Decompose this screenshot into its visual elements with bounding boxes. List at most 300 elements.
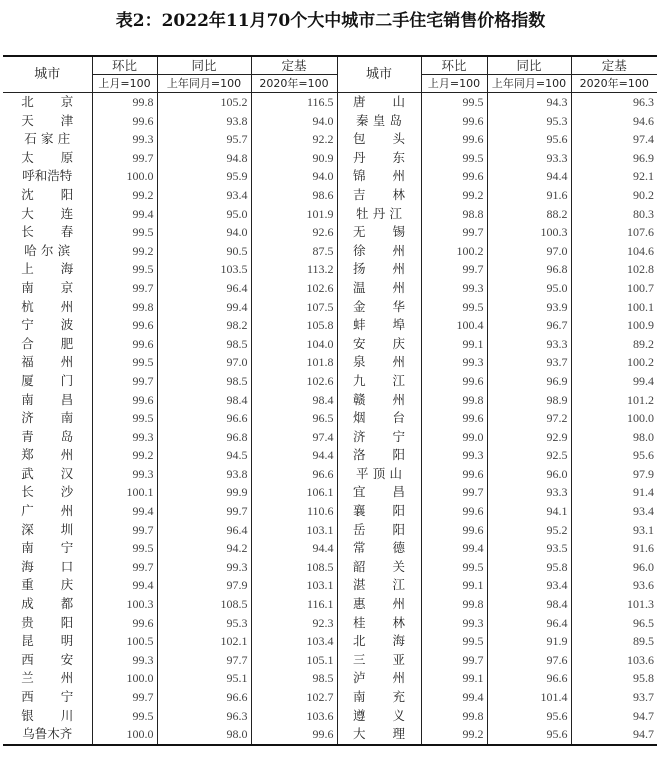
- table-row: [3, 223, 657, 242]
- city-name-left: [3, 335, 92, 354]
- city-label: 金华: [353, 298, 405, 314]
- mom-value-right: 99.8: [421, 595, 487, 614]
- city-label: 徐州: [353, 242, 405, 258]
- mom-value-left: 99.8: [92, 93, 157, 112]
- yoy-value-left: 98.4: [157, 391, 251, 410]
- city-name-right: [337, 521, 421, 540]
- header-mom-base-right: 上月=100: [421, 75, 487, 93]
- mom-value-left: 99.6: [92, 112, 157, 131]
- city-label: 惠州: [353, 596, 405, 612]
- fixed-value-left: 103.4: [251, 632, 337, 651]
- city-name-right: [337, 316, 421, 335]
- yoy-value-left: 98.5: [157, 372, 251, 391]
- city-label: 唐山: [353, 94, 405, 109]
- yoy-value-right: 95.3: [487, 112, 571, 131]
- table-row: [3, 409, 657, 428]
- yoy-value-right: 95.6: [487, 707, 571, 726]
- yoy-value-right: 97.0: [487, 242, 571, 261]
- yoy-value-right: 91.6: [487, 186, 571, 205]
- yoy-value-right: 96.6: [487, 669, 571, 688]
- mom-value-left: 99.3: [92, 651, 157, 670]
- yoy-value-left: 95.3: [157, 614, 251, 633]
- mom-value-right: 99.6: [421, 167, 487, 186]
- city-name-right: [337, 632, 421, 651]
- fixed-value-left: 105.8: [251, 316, 337, 335]
- city-label: 广州: [21, 503, 74, 519]
- mom-value-left: 99.2: [92, 186, 157, 205]
- fixed-value-right: 96.5: [571, 614, 657, 633]
- mom-value-left: 99.6: [92, 335, 157, 354]
- city-name-left: [3, 502, 92, 521]
- fixed-value-left: 94.0: [251, 167, 337, 186]
- yoy-value-right: 94.1: [487, 502, 571, 521]
- mom-value-right: 98.8: [421, 205, 487, 224]
- header-fixed-left: 定基: [251, 56, 337, 75]
- table-row: [3, 669, 657, 688]
- city-name-left: [3, 260, 92, 279]
- city-label: 烟台: [353, 410, 405, 426]
- mom-value-right: 99.1: [421, 335, 487, 354]
- mom-value-left: 100.0: [92, 669, 157, 688]
- city-label: 宜昌: [353, 484, 405, 500]
- city-name-right: [337, 205, 421, 224]
- city-name-right: [337, 93, 421, 112]
- table-row: [3, 614, 657, 633]
- mom-value-right: 99.8: [421, 707, 487, 726]
- city-label: 南京: [21, 279, 74, 295]
- city-label: 扬州: [353, 261, 405, 277]
- yoy-value-right: 96.9: [487, 372, 571, 391]
- city-label: 沈阳: [21, 186, 74, 202]
- fixed-value-right: 89.5: [571, 632, 657, 651]
- mom-value-left: 99.7: [92, 688, 157, 707]
- city-name-left: [3, 298, 92, 317]
- city-name-left: [3, 428, 92, 447]
- city-label: 济南: [21, 410, 74, 426]
- city-label: 常德: [353, 540, 405, 556]
- yoy-value-right: 93.7: [487, 353, 571, 372]
- city-label: 锦州: [353, 168, 405, 184]
- city-name-left: [3, 446, 92, 465]
- city-name-right: [337, 725, 421, 745]
- city-label: 九江: [353, 372, 405, 388]
- city-label: 三亚: [353, 651, 405, 667]
- mom-value-left: 99.3: [92, 428, 157, 447]
- mom-value-left: 99.6: [92, 316, 157, 335]
- yoy-value-left: 96.3: [157, 707, 251, 726]
- city-name-left: [3, 130, 92, 149]
- fixed-value-right: 91.6: [571, 539, 657, 558]
- yoy-value-right: 98.4: [487, 595, 571, 614]
- fixed-value-right: 80.3: [571, 205, 657, 224]
- fixed-value-left: 113.2: [251, 260, 337, 279]
- mom-value-right: 99.3: [421, 446, 487, 465]
- yoy-value-left: 99.3: [157, 558, 251, 577]
- city-label: 南充: [353, 689, 405, 704]
- mom-value-left: 99.5: [92, 260, 157, 279]
- yoy-value-left: 96.4: [157, 521, 251, 540]
- city-label: 包头: [353, 131, 405, 147]
- city-name-right: [337, 260, 421, 279]
- yoy-value-left: 95.9: [157, 167, 251, 186]
- mom-value-right: 99.1: [421, 576, 487, 595]
- city-label: 贵阳: [21, 614, 74, 630]
- yoy-value-left: 98.0: [157, 725, 251, 745]
- table-row: [3, 576, 657, 595]
- header-mom-right: 环比: [421, 56, 487, 75]
- fixed-value-right: 98.0: [571, 428, 657, 447]
- mom-value-right: 100.4: [421, 316, 487, 335]
- fixed-value-left: 116.5: [251, 93, 337, 112]
- mom-value-left: 100.1: [92, 483, 157, 502]
- yoy-value-left: 93.8: [157, 112, 251, 131]
- city-name-left: [3, 353, 92, 372]
- fixed-value-left: 101.8: [251, 353, 337, 372]
- city-name-left: [3, 112, 92, 131]
- city-name-right: [337, 446, 421, 465]
- mom-value-right: 99.1: [421, 669, 487, 688]
- mom-value-right: 99.2: [421, 725, 487, 745]
- fixed-value-right: 92.1: [571, 167, 657, 186]
- mom-value-right: 99.6: [421, 130, 487, 149]
- header-mom-left: 环比: [92, 56, 157, 75]
- table-row: [3, 725, 657, 745]
- table-row: [3, 391, 657, 410]
- fixed-value-right: 100.1: [571, 298, 657, 317]
- mom-value-left: 99.3: [92, 130, 157, 149]
- city-label: 银川: [21, 707, 74, 723]
- fixed-value-left: 110.6: [251, 502, 337, 521]
- fixed-value-right: 94.7: [571, 725, 657, 745]
- fixed-value-left: 90.9: [251, 149, 337, 168]
- city-name-right: [337, 186, 421, 205]
- mom-value-right: 99.6: [421, 521, 487, 540]
- mom-value-left: 99.7: [92, 279, 157, 298]
- yoy-value-left: 93.4: [157, 186, 251, 205]
- mom-value-right: 99.0: [421, 428, 487, 447]
- table-row: [3, 149, 657, 168]
- table-row: [3, 372, 657, 391]
- mom-value-right: 99.8: [421, 391, 487, 410]
- city-name-right: [337, 595, 421, 614]
- fixed-value-left: 92.3: [251, 614, 337, 633]
- header-row-group: [3, 56, 657, 75]
- city-name-right: [337, 428, 421, 447]
- city-label: 长春: [21, 224, 74, 240]
- city-name-right: [337, 391, 421, 410]
- city-name-left: [3, 521, 92, 540]
- yoy-value-right: 96.7: [487, 316, 571, 335]
- table-row: [3, 446, 657, 465]
- city-name-right: [337, 539, 421, 558]
- mom-value-right: 99.7: [421, 260, 487, 279]
- fixed-value-right: 96.3: [571, 93, 657, 112]
- city-label: 洛阳: [353, 447, 405, 463]
- city-name-left: [3, 614, 92, 633]
- city-name-left: [3, 595, 92, 614]
- city-name-left: [3, 391, 92, 410]
- city-label: 南昌: [21, 391, 74, 407]
- table-row: [3, 353, 657, 372]
- city-name-left: [3, 539, 92, 558]
- city-label: 大理: [353, 726, 405, 742]
- yoy-value-left: 97.0: [157, 353, 251, 372]
- yoy-value-left: 95.1: [157, 669, 251, 688]
- fixed-value-right: 100.0: [571, 409, 657, 428]
- yoy-value-right: 92.9: [487, 428, 571, 447]
- header-fixed-base-left: 2020年=100: [251, 75, 337, 93]
- mom-value-right: 99.6: [421, 502, 487, 521]
- fixed-value-left: 98.4: [251, 391, 337, 410]
- fixed-value-right: 100.7: [571, 279, 657, 298]
- city-name-right: [337, 242, 421, 261]
- fixed-value-right: 96.0: [571, 558, 657, 577]
- city-label: 呼和浩特: [22, 168, 73, 184]
- fixed-value-left: 92.6: [251, 223, 337, 242]
- city-name-left: [3, 242, 92, 261]
- city-name-right: [337, 669, 421, 688]
- yoy-value-right: 95.0: [487, 279, 571, 298]
- mom-value-right: 99.3: [421, 614, 487, 633]
- city-label: 蚌埠: [353, 317, 405, 333]
- fixed-value-right: 93.6: [571, 576, 657, 595]
- mom-value-left: 99.2: [92, 242, 157, 261]
- table-row: [3, 595, 657, 614]
- mom-value-left: 99.4: [92, 205, 157, 224]
- table-row: [3, 279, 657, 298]
- city-label: 石家庄: [24, 131, 71, 147]
- city-name-right: [337, 112, 421, 131]
- mom-value-right: 99.2: [421, 186, 487, 205]
- city-label: 太原: [21, 149, 74, 165]
- header-mom-base-left: 上月=100: [92, 75, 157, 93]
- city-label: 昆明: [21, 633, 74, 649]
- city-label: 上海: [21, 261, 74, 277]
- table-row: [3, 688, 657, 707]
- city-label: 牡丹江: [356, 205, 402, 221]
- mom-value-right: 99.5: [421, 149, 487, 168]
- yoy-value-right: 94.4: [487, 167, 571, 186]
- city-name-left: [3, 372, 92, 391]
- city-label: 平顶山: [356, 465, 402, 481]
- city-label: 遵义: [353, 707, 405, 723]
- city-name-right: [337, 167, 421, 186]
- mom-value-left: 100.5: [92, 632, 157, 651]
- table-body: [3, 93, 657, 745]
- city-label: 济宁: [353, 428, 405, 444]
- mom-value-right: 99.7: [421, 651, 487, 670]
- table-row: [3, 558, 657, 577]
- fixed-value-right: 96.9: [571, 149, 657, 168]
- city-name-left: [3, 205, 92, 224]
- mom-value-left: 99.5: [92, 707, 157, 726]
- fixed-value-right: 100.9: [571, 316, 657, 335]
- city-name-right: [337, 279, 421, 298]
- city-name-right: [337, 651, 421, 670]
- yoy-value-right: 91.9: [487, 632, 571, 651]
- table-row: [3, 539, 657, 558]
- fixed-value-right: 102.8: [571, 260, 657, 279]
- city-name-right: [337, 149, 421, 168]
- yoy-value-right: 96.8: [487, 260, 571, 279]
- city-name-left: [3, 707, 92, 726]
- mom-value-left: 99.5: [92, 409, 157, 428]
- city-name-left: [3, 483, 92, 502]
- fixed-value-right: 93.7: [571, 688, 657, 707]
- table-row: [3, 428, 657, 447]
- city-name-left: [3, 279, 92, 298]
- mom-value-right: 99.6: [421, 409, 487, 428]
- yoy-value-right: 88.2: [487, 205, 571, 224]
- city-label: 杭州: [21, 298, 74, 314]
- header-yoy-base-left: 上年同月=100: [157, 75, 251, 93]
- fixed-value-left: 99.6: [251, 725, 337, 745]
- city-name-right: [337, 558, 421, 577]
- city-label: 海口: [21, 558, 74, 574]
- header-yoy-base-right: 上年同月=100: [487, 75, 571, 93]
- price-index-table: [3, 55, 657, 746]
- city-label: 郑州: [21, 447, 74, 463]
- table-title: 表2：2022年11月70个大中城市二手住宅销售价格指数: [115, 11, 546, 31]
- fixed-value-left: 98.6: [251, 186, 337, 205]
- table-row: [3, 707, 657, 726]
- mom-value-right: 99.5: [421, 298, 487, 317]
- city-name-right: [337, 130, 421, 149]
- city-label: 重庆: [21, 577, 74, 593]
- fixed-value-left: 106.1: [251, 483, 337, 502]
- fixed-value-left: 101.9: [251, 205, 337, 224]
- city-name-left: [3, 669, 92, 688]
- fixed-value-right: 104.6: [571, 242, 657, 261]
- fixed-value-left: 94.0: [251, 112, 337, 131]
- city-name-right: [337, 465, 421, 484]
- city-name-right: [337, 353, 421, 372]
- yoy-value-right: 95.2: [487, 521, 571, 540]
- mom-value-right: 99.3: [421, 279, 487, 298]
- mom-value-left: 99.7: [92, 558, 157, 577]
- mom-value-left: 99.7: [92, 521, 157, 540]
- yoy-value-left: 103.5: [157, 260, 251, 279]
- table-row: [3, 521, 657, 540]
- yoy-value-left: 98.2: [157, 316, 251, 335]
- city-name-left: [3, 167, 92, 186]
- mom-value-right: 99.4: [421, 688, 487, 707]
- fixed-value-right: 93.1: [571, 521, 657, 540]
- yoy-value-left: 94.5: [157, 446, 251, 465]
- yoy-value-left: 93.8: [157, 465, 251, 484]
- city-label: 南宁: [21, 540, 74, 556]
- yoy-value-right: 101.4: [487, 688, 571, 707]
- mom-value-left: 99.5: [92, 223, 157, 242]
- city-name-right: [337, 483, 421, 502]
- yoy-value-right: 93.5: [487, 539, 571, 558]
- city-label: 青岛: [21, 428, 74, 444]
- table-row: [3, 335, 657, 354]
- yoy-value-right: 93.3: [487, 483, 571, 502]
- fixed-value-right: 101.3: [571, 595, 657, 614]
- city-label: 温州: [353, 279, 405, 295]
- city-name-left: [3, 316, 92, 335]
- yoy-value-right: 98.9: [487, 391, 571, 410]
- city-name-left: [3, 223, 92, 242]
- header-city-right: 城市: [337, 56, 421, 93]
- city-label: 北京: [21, 94, 74, 109]
- fixed-value-right: 90.2: [571, 186, 657, 205]
- city-label: 大连: [21, 205, 74, 221]
- city-name-left: [3, 465, 92, 484]
- mom-value-right: 99.6: [421, 465, 487, 484]
- mom-value-left: 99.4: [92, 576, 157, 595]
- mom-value-left: 99.8: [92, 298, 157, 317]
- yoy-value-right: 93.9: [487, 298, 571, 317]
- city-name-right: [337, 409, 421, 428]
- fixed-value-right: 107.6: [571, 223, 657, 242]
- yoy-value-left: 99.9: [157, 483, 251, 502]
- table-row: [3, 483, 657, 502]
- yoy-value-left: 96.6: [157, 409, 251, 428]
- city-label: 天津: [21, 112, 74, 128]
- fixed-value-left: 103.6: [251, 707, 337, 726]
- fixed-value-left: 96.5: [251, 409, 337, 428]
- city-label: 深圳: [21, 521, 74, 537]
- yoy-value-right: 100.3: [487, 223, 571, 242]
- fixed-value-right: 100.2: [571, 353, 657, 372]
- city-label: 哈尔滨: [24, 242, 71, 258]
- city-label: 安庆: [353, 335, 405, 351]
- city-label: 福州: [21, 354, 74, 370]
- fixed-value-left: 103.1: [251, 521, 337, 540]
- yoy-value-right: 93.3: [487, 149, 571, 168]
- city-name-right: [337, 298, 421, 317]
- city-label: 成都: [21, 596, 74, 612]
- mom-value-left: 99.7: [92, 372, 157, 391]
- yoy-value-left: 96.4: [157, 279, 251, 298]
- city-label: 武汉: [21, 465, 74, 481]
- city-label: 泸州: [353, 670, 405, 686]
- city-name-left: [3, 632, 92, 651]
- yoy-value-left: 99.7: [157, 502, 251, 521]
- table-row: [3, 632, 657, 651]
- yoy-value-left: 96.6: [157, 688, 251, 707]
- table-row: [3, 205, 657, 224]
- yoy-value-right: 94.3: [487, 93, 571, 112]
- header-fixed-base-right: 2020年=100: [571, 75, 657, 93]
- table-row: [3, 651, 657, 670]
- fixed-value-right: 93.4: [571, 502, 657, 521]
- city-label: 西安: [21, 651, 74, 667]
- fixed-value-left: 104.0: [251, 335, 337, 354]
- yoy-value-right: 96.0: [487, 465, 571, 484]
- city-label: 桂林: [353, 614, 405, 630]
- yoy-value-left: 96.8: [157, 428, 251, 447]
- mom-value-right: 99.5: [421, 632, 487, 651]
- city-name-left: [3, 651, 92, 670]
- fixed-value-right: 94.7: [571, 707, 657, 726]
- fixed-value-left: 102.6: [251, 372, 337, 391]
- city-name-left: [3, 149, 92, 168]
- mom-value-left: 99.2: [92, 446, 157, 465]
- fixed-value-left: 98.5: [251, 669, 337, 688]
- fixed-value-left: 96.6: [251, 465, 337, 484]
- city-name-right: [337, 576, 421, 595]
- table-row: [3, 260, 657, 279]
- fixed-value-right: 91.4: [571, 483, 657, 502]
- fixed-value-left: 103.1: [251, 576, 337, 595]
- fixed-value-left: 102.6: [251, 279, 337, 298]
- city-label: 吉林: [353, 186, 405, 202]
- mom-value-left: 99.7: [92, 149, 157, 168]
- yoy-value-left: 95.0: [157, 205, 251, 224]
